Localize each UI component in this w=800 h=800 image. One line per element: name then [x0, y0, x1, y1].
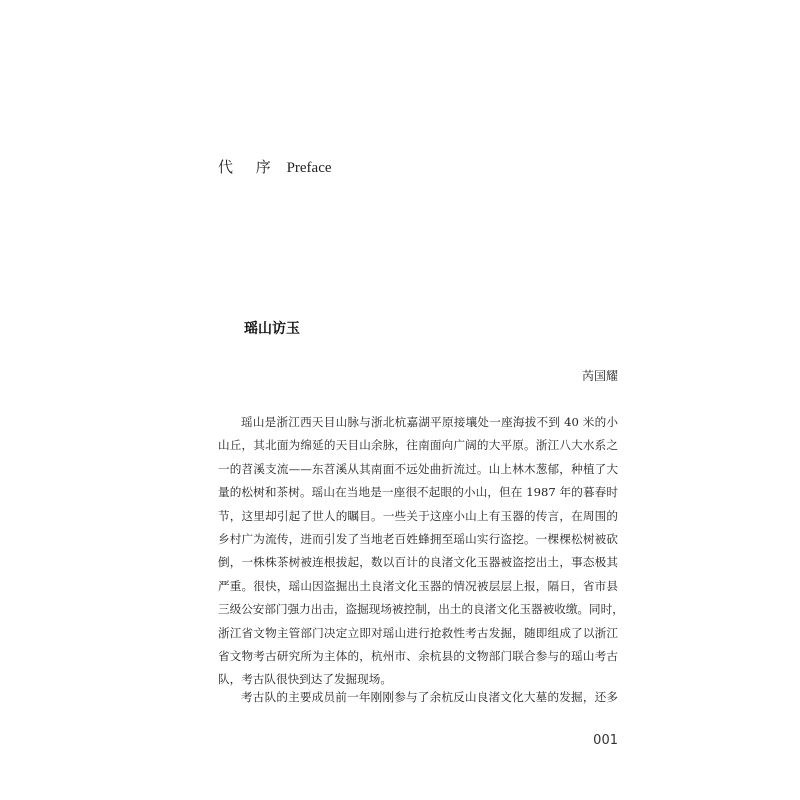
text-line: 一的苕溪支流——东苕溪从其南面不远处曲折流过。山上林木葱郁，种植了大: [218, 461, 618, 476]
text-line: 队，考古队很快到达了发掘现场。: [218, 672, 392, 687]
text-line: 考古队的主要成员前一年刚刚参与了余杭反山良渚文化大墓的发掘，还多: [241, 690, 618, 704]
text-line: 倒，一株株茶树被连根拔起，数以百计的良渚文化玉器被盗挖出土，事态极其: [218, 555, 618, 570]
chapter-heading: [218, 156, 332, 177]
text-line: 量的松树和茶树。瑶山在当地是一座很不起眼的小山，但在 1987 年的暮春时: [218, 485, 618, 500]
text-line: 省文物考古研究所为主体的，杭州市、余杭县的文物部门联合参与的瑶山考古: [218, 649, 618, 664]
text-line: 浙江省文物主管部门决定立即对瑶山进行抢救性考古发掘，随即组成了以浙江: [218, 625, 618, 640]
text-line: 乡村广为流传，进而引发了当地老百姓蜂拥至瑶山实行盗挖。一棵棵松树被砍: [218, 532, 618, 547]
paragraph-2: [218, 686, 618, 709]
article-title: 瑶山访玉: [244, 321, 300, 337]
article-author: 芮国耀: [581, 369, 618, 383]
text-line: 瑶山是浙江西天目山脉与浙北杭嘉湖平原接壤处一座海拔不到 40 米的小: [241, 415, 618, 429]
chapter-title-en: Preface: [286, 160, 332, 176]
text-line: 节，这里却引起了世人的瞩目。一些关于这座小山上有玉器的传言，在周围的: [218, 508, 618, 523]
text-line: 三级公安部门强力出击，盗掘现场被控制，出土的良渚文化玉器被收缴。同时，: [218, 602, 624, 617]
paragraph-1: [218, 411, 624, 692]
chapter-title-cn: 代 序: [218, 158, 280, 176]
text-line: 严重。很快，瑶山因盗掘出土良渚文化玉器的情况被层层上报，隔日，省市县: [218, 578, 618, 593]
text-line: 山丘，其北面为绵延的天目山余脉，往南面向广阔的大平原。浙江八大水系之: [218, 438, 618, 453]
page-number: 001: [593, 733, 618, 748]
